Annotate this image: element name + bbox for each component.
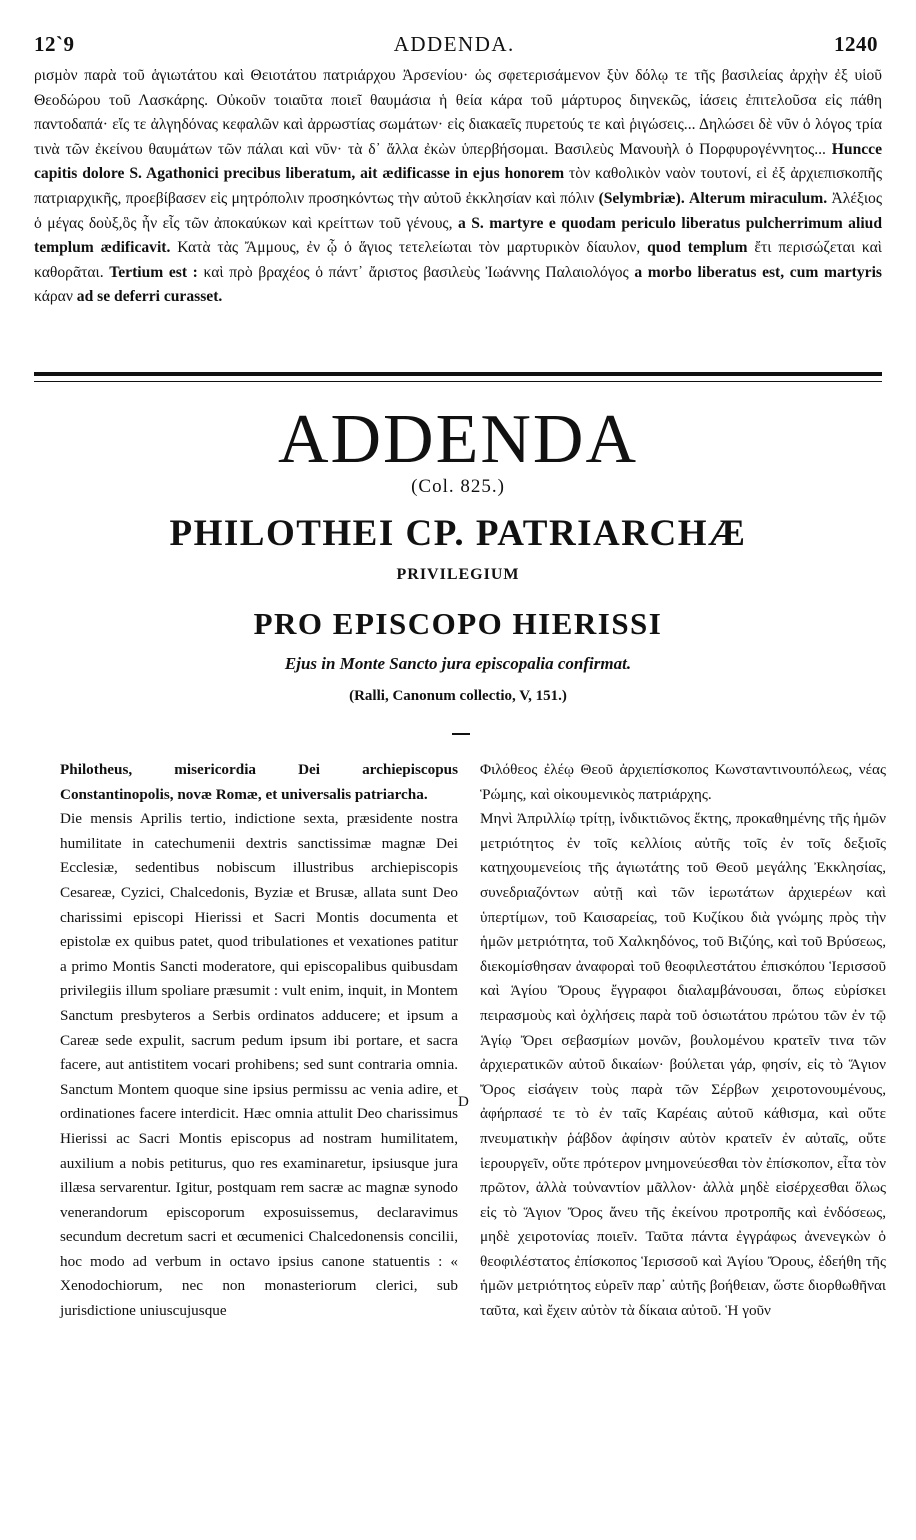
greek-text: κάραν (34, 288, 73, 306)
greek-text: Ἀλέξιος ὁ μέγας δοὺξ,ὃς ἦν εἷς τῶν ἀποκαύκων καὶ κρείττων τοῦ γένους, (34, 189, 882, 232)
latin-text: ad se deferri curasset. (72, 288, 223, 306)
greek-salutation: Φιλόθεος ἐλέῳ Θεοῦ ἀρχιεπίσκοπος Κωνσταντινουπόλεως, νέας Ῥώμης, καὶ οἰκουμενικὸς πατριάρχης. (480, 761, 886, 803)
document-source: (Ralli, Canonum collectio, V, 151.) (349, 688, 567, 704)
latin-body: Die mensis Aprilis tertio, indictione sexta, præsidente nostra humilitate in catechumenii dextris sanctissimæ magnæ Dei Ecclesiæ, sedentibus nobiscum illustribus archiepiscopis Cesareæ, Cyzici, Chalcedonis, Byziæ et Brusæ, allata sunt Deo charissimi episcopi Hierissi et Sacri Montis documenta et epistolæ ex quibus patet, quod tribulationes et vexationes patitur a primo Montis Sancti moderatore, qui episcopalibus quibusdam privilegiis illum spoliare præsumit : vult enim, inquit, in Montem Sanctum presbyteros a Serbis ordinatos adducere; et ipsum a Careæ sede expulit, sacrum pedum ipsum ibi portare, et sacra facere, aut antistitem vocari prohibens; sed sunt contraria omnia. Sanctum Montem quoque sine ipsius permissu ac venia adire, et ordinationes facere interdicit. Hæc omnia attulit Deo charissimus Hierissi ac Sacri Montis episcopus ad nostram humilitatem, auxilium a nobis petiturus, quo res examinaretur, ipsiusque jura illæsa servarentur. Igitur, postquam rem sacræ ac magnæ synodo venerandorum episcoporum exposuissemus, declaravimus secundum decretum sacri et œcumenici Chalcedonensis concilii, hoc modo ad verbum in octavo ipsius canone statuentis : « Xenodochiorum, nec non monasteriorum clerici, sub jurisdictione uniuscujusque (60, 810, 458, 1320)
greek-text: καὶ πρὸ βραχέος ὁ πάντ᾽ ἄριστος βασιλεὺς Ἰωάννης Παλαιολόγος (203, 263, 629, 281)
latin-salutation: Philotheus, misericordia Dei archiepiscopus Constantinopolis, novæ Romæ, et universalis patriarcha. (60, 761, 458, 803)
greek-column (480, 758, 886, 1324)
short-divider (452, 733, 470, 735)
latin-text: a S. martyre e quodam periculo liberatus pulcherrimum aliud templum ædificavit. (34, 214, 882, 257)
latin-text: quod templum (640, 239, 755, 257)
running-header (34, 32, 878, 62)
page-number-left: 12`9 (34, 32, 75, 56)
greek-body: Μηνὶ Ἀπριλλίῳ τρίτῃ, ἰνδικτιῶνος ἕκτης, προκαθημένης τῆς ἡμῶν μετριότητος ἐν τοῖς κελλίοις αὐτῆς τοῖς ἐν τοῖς δεξιοῖς κατηχουμενείοις τῆς ἁγιωτάτης τοῦ Θεοῦ μεγάλης Ἐκκλησίας, συνεδριαζόντων αὐτῇ καὶ τῶν ἱερωτάτων ἀρχιερέων καὶ ὑπερτίμων, τοῦ Καισαρείας, τοῦ Κυζίκου διὰ γνώμης πρὸς τὴν ἡμῶν μετριότητα, τοῦ Χαλκηδόνος, τοῦ Βιζύης, καὶ τοῦ Βρύσεως, διεκομίσθησαν ἀναφοραὶ τοῦ θεοφιλεστάτου ἐπισκόπου Ἱερισσοῦ καὶ Ἁγίου Ὄρους ἔγγραφοι διαλαμβάνουσαι, ὅπως εὑρίσκει πειρασμοὺς καὶ ὀχλήσεις παρὰ τοῦ ὁσιωτάτου πρώτου τῶν ἐν τῷ Ἁγίῳ Ὄρει σεβασμίων μονῶν, βουλομένου κρατεῖν τινα τῶν ἀρχιερατικῶν αὐτοῦ δικαίων· βούλεται γάρ, φησίν, εἰς τὸ Ἅγιον Ὄρος εἰσάγειν τοὺς παρὰ τῶν Σέρβων χειροτονουμένους, ἀφήρπασέ τε τὸ ἐν ταῖς Καρέαις αὐτοῦ κάθισμα, καὶ οὔτε πνευματικὴν ῥάβδον ἀφίησιν αὐτὸν κρατεῖν ἐν αὐταῖς, οὔτε ἱερουργεῖν, οὔτε πρότερον μνημονεύεσθαι τὸν ἐπίσκοπον, εἶτα τὸν πρῶτον, ἀλλὰ τοὐναντίον μᾶλλον· ἀλλὰ μηδὲ εἰσέρχεσθαι ὅλως εἰς τὸ Ἅγιον Ὄρος ἄνευ τῆς ἐκείνου προτροπῆς καὶ ἐνδόσεως, μηδὲ χειροτονίας ποιεῖν. Ταῦτα πάντα ἐγγράφως ἀνενεγκὼν ὁ θεοφιλέστατος ἐπίσκοπος Ἱερισσοῦ καὶ Ἁγίου Ὄρους, ἐδεήθη τῆς ἡμῶν μετριότητος εὑρεῖν παρ᾽ αὐτῆς βοήθειαν, ὥστε διορθωθῆναι ταῦτα, καὶ ἔχειν αὐτὸν τὰ δίκαια αὐτοῦ. Ἡ γοῦν (480, 810, 886, 1320)
document-heading: PRO EPISCOPO HIERISSI (253, 606, 663, 641)
section-title: ADDENDA (277, 401, 639, 478)
continued-text-block (34, 64, 882, 310)
greek-text: ρισμὸν παρὰ τοῦ ἁγιωτάτου καὶ Θειοτάτου πατριάρχου Ἀρσενίου· ὡς σφετερισάμενον ξὺν δόλῳ τε τῆς βασιλείας ἀρχὴν ἐξ υἱοῦ Θεοδώρου τοῦ Λασκάρης. Οὐκοῦν τοιαῦτα ποιεῖ θαυμάσια ἡ θεία κάρα τοῦ μάρτυρος διηνεκῶς, ἰάσεις ἐπιτελοῦσα εἰς πάθη παντοδαπά· εἴς τε ἀλγηδόνας κεφαλῶν καὶ ἀρρωστίας σωμάτων· εἰς διακαεῖς πυρετούς τε καὶ ῥιγώσεις... Δηλώσει δὲ νῦν ὁ λόγος τρία τινὰ τῶν ἐκείνου θαυμάτων τῶν πάλαι καὶ νῦν· τὰ δ᾽ ἄλλα ἐκὼν ὑπερβήσομαι. Βασιλεὺς Μανουὴλ ὁ Πορφυρογέννητος... (34, 67, 882, 158)
column-reference: (Col. 825.) (411, 476, 505, 497)
margin-marker: D (458, 1094, 469, 1110)
latin-column (60, 758, 458, 1324)
running-title: ADDENDA. (393, 32, 515, 56)
latin-text: (Selymbriæ). Alterum miraculum. (594, 189, 832, 207)
continued-paragraph (34, 64, 882, 310)
document-subtitle: PRIVILEGIUM (396, 566, 520, 583)
latin-text: a morbo liberatus est, cum martyris (628, 263, 882, 281)
document-title: PHILOTHEI CP. PATRIARCHÆ (169, 513, 747, 554)
greek-text: ἔτι περισώζεται καὶ καθορᾶται. (34, 239, 882, 281)
latin-text: Huncce capitis dolore S. Agathonici precibus liberatum, ait ædificasse in ejus honorem (34, 140, 883, 183)
page-number-right: 1240 (833, 32, 878, 56)
greek-text: Κατὰ τὰς Ἄμμους, ἐν ᾧ ὁ ἅγιος τετελείωται τὸν μαρτυρικὸν δίαυλον, (177, 239, 641, 257)
latin-text: Tertium est : (103, 263, 204, 281)
section-divider (34, 372, 882, 382)
greek-text: τὸν καθολικὸν ναὸν τουτονί, εἰ ἐξ ἀρχιεπισκοπῆς πατριαρχικῆς, προεβίβασεν εἰς μητρόπολιν προσηκόντως τὴν αὐτοῦ ἐκκλησίαν καὶ πόλιν (34, 165, 882, 207)
document-summary: Ejus in Monte Sancto jura episcopalia confirmat. (284, 654, 632, 673)
